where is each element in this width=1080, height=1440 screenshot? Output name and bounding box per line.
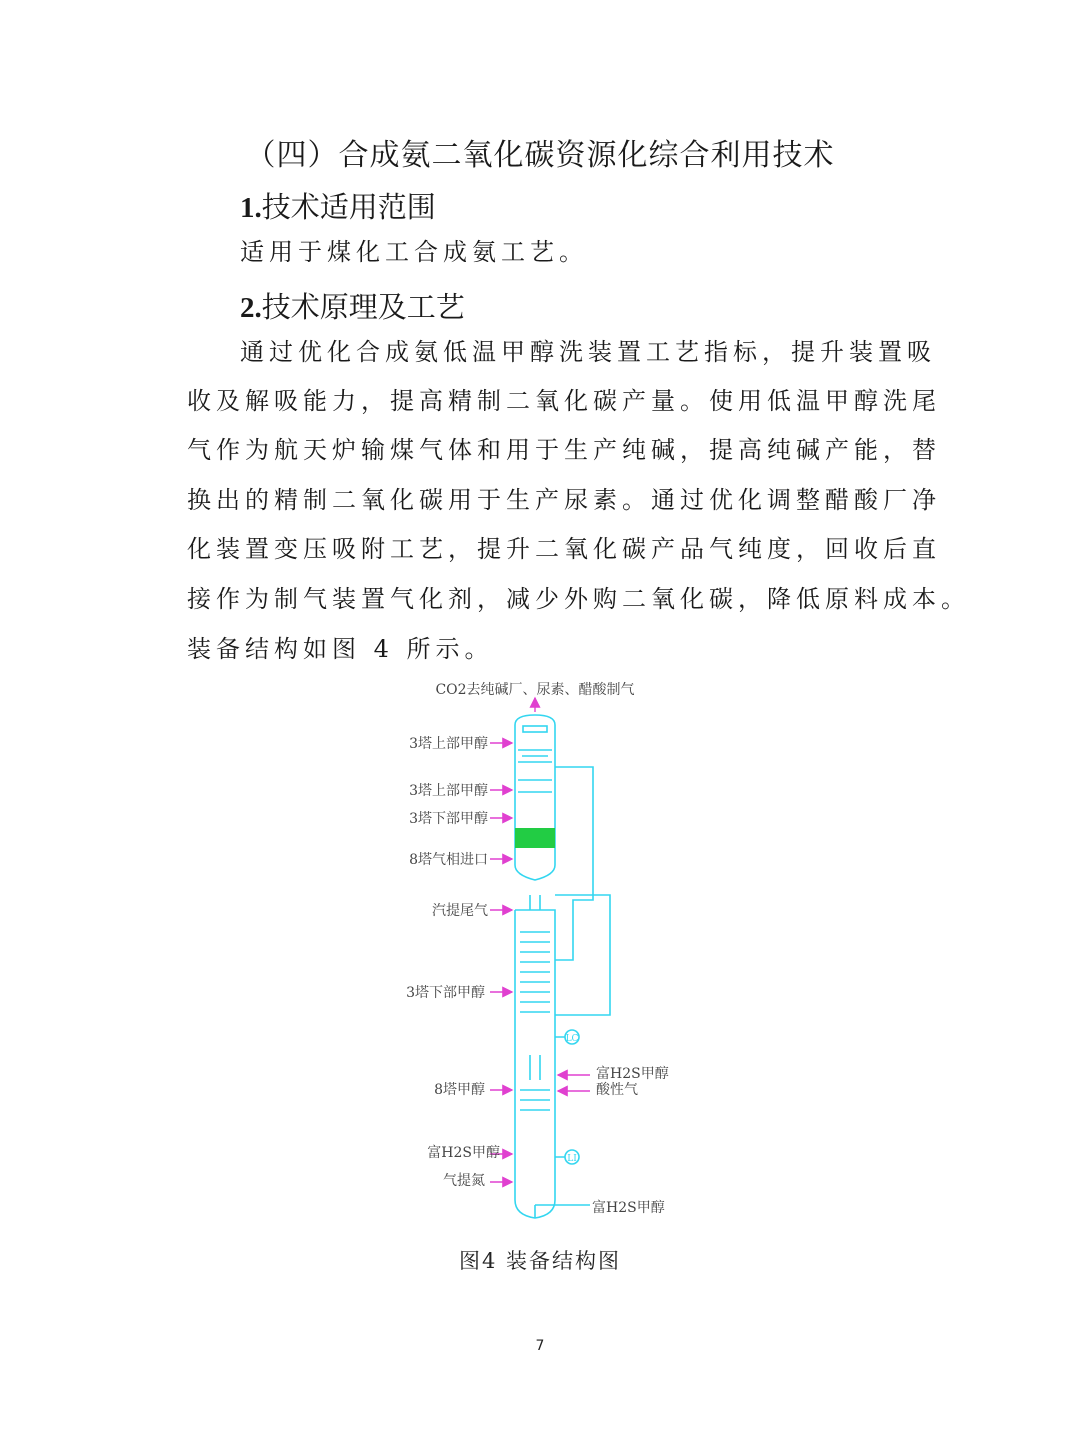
left-label: 3塔上部甲醇: [409, 736, 488, 752]
top-outlet-label: CO2去纯碱厂、尿素、醋酸制气: [435, 682, 635, 698]
left-label: 富H2S甲醇: [427, 1145, 500, 1161]
paragraph-line: 换出的精制二氧化碳用于生产尿素。通过优化调整醋酸厂净: [187, 486, 941, 514]
right-label: 酸性气: [596, 1082, 638, 1098]
left-label: 3塔上部甲醇: [409, 783, 488, 799]
paragraph-line: 气作为航天炉输煤气体和用于生产纯碱，提高纯碱产能，替: [187, 436, 941, 464]
section-heading-scope: [240, 185, 436, 226]
left-label: 8塔气相进口: [409, 852, 488, 868]
left-label: 3塔下部甲醇: [409, 811, 488, 827]
paragraph-line: 通过优化合成氨低温甲醇洗装置工艺指标，提升装置吸: [240, 338, 936, 366]
page-number: 7: [535, 1338, 545, 1354]
left-label: 汽提尾气: [432, 903, 488, 919]
equipment-structure-diagram: [360, 670, 720, 1230]
paragraph-line: 化装置变压吸附工艺，提升二氧化碳产品气纯度，回收后直: [187, 535, 941, 563]
column-outline: [515, 715, 610, 1218]
paragraph-line: 装备结构如图 4 所示。: [187, 635, 494, 663]
section-heading-text: 技术适用范围: [261, 190, 436, 224]
scope-paragraph: 适用于煤化工合成氨工艺。: [240, 238, 588, 266]
section-heading-text: 技术原理及工艺: [261, 290, 465, 324]
level-controller-icon: LC: [565, 1034, 579, 1044]
paragraph-line: 收及解吸能力，提高精制二氧化碳产量。使用低温甲醇洗尾: [187, 387, 941, 415]
section-heading-principle: [240, 285, 465, 326]
left-label: 3塔下部甲醇: [406, 985, 485, 1001]
right-label: 富H2S甲醇: [592, 1200, 665, 1216]
left-label: 8塔甲醇: [434, 1082, 485, 1098]
level-indicator-icon: LI: [567, 1154, 577, 1164]
right-label: 富H2S甲醇: [596, 1066, 669, 1082]
page-title: （四）合成氨二氧化碳资源化综合利用技术: [245, 138, 835, 173]
paragraph-line: 接作为制气装置气化剂，减少外购二氧化碳，降低原料成本。: [187, 585, 970, 613]
figure-caption: 图4 装备结构图: [458, 1249, 622, 1273]
left-label: 气提氮: [443, 1173, 485, 1189]
section-number: 2.: [240, 292, 262, 324]
section-number: 1.: [240, 192, 262, 224]
packing-section: [515, 828, 555, 848]
